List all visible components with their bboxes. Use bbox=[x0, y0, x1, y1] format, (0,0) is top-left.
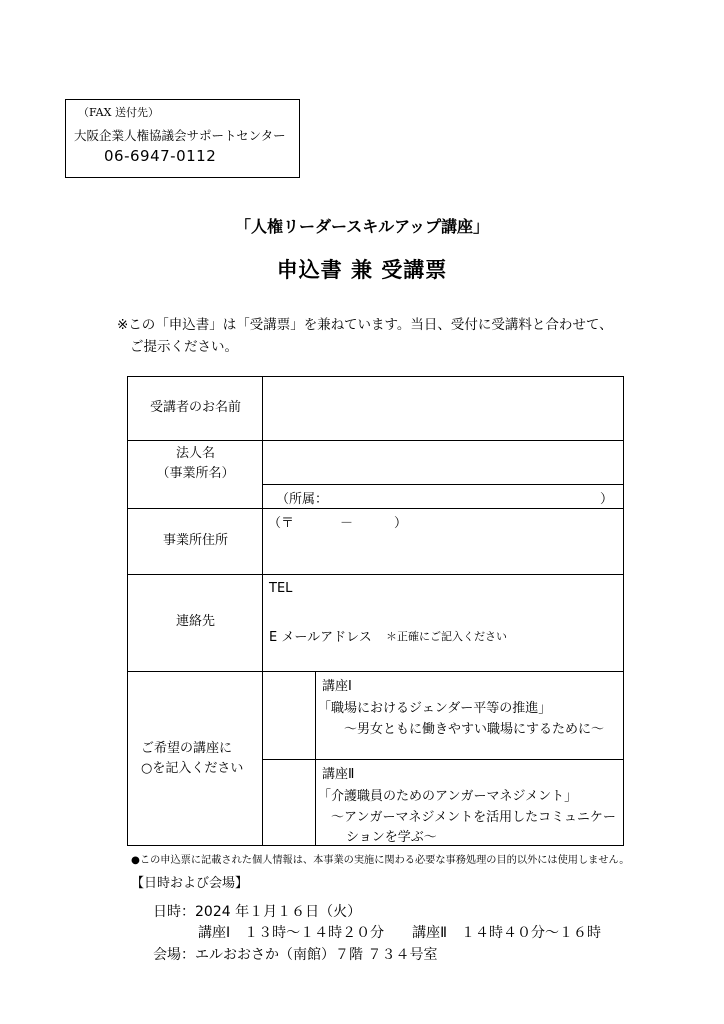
affiliation-open: （所属： bbox=[276, 492, 329, 507]
email-label: E メールアドレス bbox=[269, 630, 372, 645]
circle-column-divider bbox=[315, 671, 316, 845]
postal-dash: － bbox=[340, 516, 354, 531]
fax-heading: （FAX 送付先） bbox=[78, 106, 159, 119]
contact-label: 連絡先 bbox=[175, 614, 215, 629]
schedule-heading: 【日時および会場】 bbox=[131, 876, 249, 891]
name-field[interactable] bbox=[263, 377, 623, 440]
course1-subtitle: ～男女ともに働きやすい職場にするために～ bbox=[344, 722, 605, 737]
address-field[interactable] bbox=[263, 509, 623, 574]
course-choice-label-line-1: ご希望の講座に bbox=[141, 741, 233, 756]
address-label: 事業所住所 bbox=[162, 533, 228, 548]
corporation-label-line-2: （事業所名） bbox=[156, 466, 235, 481]
course-choice-label bbox=[128, 739, 263, 779]
affiliation-field[interactable] bbox=[333, 485, 593, 507]
course2-circle-field[interactable] bbox=[263, 760, 315, 845]
fax-destination-box bbox=[65, 99, 300, 178]
course-title: 「人権リーダースキルアップ講座」 bbox=[235, 217, 489, 236]
schedule-times: 講座Ⅰ １３時～１４時２０分 講座Ⅱ １４時４０分～１６時 bbox=[198, 925, 602, 941]
application-form-table bbox=[127, 376, 624, 846]
course2-subtitle-line-2: ションを学ぶ～ bbox=[346, 830, 437, 845]
notice-line-2: ご提示ください。 bbox=[130, 339, 238, 355]
name-label: 受講者のお名前 bbox=[149, 400, 241, 415]
postal-close: ） bbox=[394, 516, 408, 531]
corporation-label-line-1: 法人名 bbox=[175, 446, 215, 461]
tel-label: TEL bbox=[269, 581, 293, 596]
privacy-note: ●この申込票に記載された個人情報は、本事業の実施に関わる必要な事務処理の目的以外には使用しません。 bbox=[131, 855, 630, 866]
schedule-venue: 会場：エルおおさか（南館）７階 ７３４号室 bbox=[153, 947, 438, 963]
fax-organization: 大阪企業人権協議会サポートセンター bbox=[74, 128, 286, 143]
notice-line-1: ※この「申込書」は「受講票」を兼ねています。当日、受付に受講料と合わせて、 bbox=[117, 317, 613, 333]
course2-subtitle-line-1: ～アンガーマネジメントを活用したコミュニケー bbox=[331, 810, 616, 825]
row-divider bbox=[128, 671, 623, 672]
fax-number: 06-6947-0112 bbox=[104, 147, 217, 165]
course2-number: 講座Ⅱ bbox=[322, 767, 355, 782]
course2-title: 「介護職員のためのアンガーマネジメント」 bbox=[318, 789, 578, 804]
course-choice-label-line-2: ○を記入ください bbox=[141, 761, 244, 776]
course1-number: 講座Ⅰ bbox=[322, 679, 352, 694]
form-title: 申込書 兼 受講票 bbox=[276, 258, 448, 282]
course1-circle-field[interactable] bbox=[263, 672, 315, 759]
affiliation-close: ） bbox=[600, 492, 614, 507]
course1-title: 「職場におけるジェンダー平等の推進」 bbox=[318, 701, 552, 716]
row-divider bbox=[262, 759, 623, 760]
notice bbox=[117, 314, 677, 358]
postal-mark: （〒 bbox=[268, 516, 295, 531]
row-divider bbox=[128, 574, 623, 575]
corporation-name-field[interactable] bbox=[263, 441, 623, 484]
email-note: ＊正確にご記入ください bbox=[386, 630, 507, 643]
schedule-date: 日時：2024 年１月１６日（火） bbox=[153, 904, 362, 920]
corporation-label bbox=[128, 444, 263, 484]
